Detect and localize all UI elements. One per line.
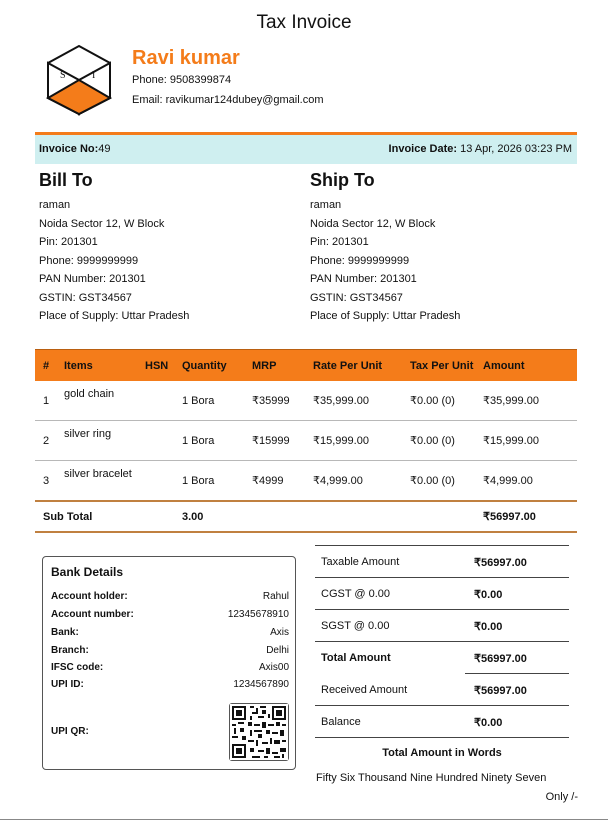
table-cell: ₹0.00 (0) xyxy=(402,461,475,502)
logo-letter-right: I xyxy=(92,70,96,81)
subtotal-spacer xyxy=(244,501,475,532)
table-cell: 2 xyxy=(35,421,56,461)
bill-to-line: GSTIN: GST34567 xyxy=(39,292,132,304)
totals-label: Received Amount xyxy=(321,684,408,696)
column-header: Quantity xyxy=(174,350,244,382)
qr-code-icon xyxy=(230,704,288,760)
logo-letter-left: S xyxy=(60,70,66,81)
ship-to-title: Ship To xyxy=(310,170,375,190)
company-phone: Phone: 9508399874 xyxy=(132,74,232,86)
subtotal-row xyxy=(35,501,577,532)
bank-label: Account number: xyxy=(51,609,134,620)
amount-in-words: Fifty Six Thousand Nine Hundred Ninety Seven xyxy=(316,772,547,784)
column-header: Amount xyxy=(475,350,577,382)
totals-row xyxy=(315,705,569,737)
totals-value: ₹0.00 xyxy=(474,621,503,633)
invoice-number-label: Invoice No: xyxy=(39,143,99,155)
ship-to-line: Pin: 201301 xyxy=(310,236,369,248)
bank-details-title: Bank Details xyxy=(51,565,124,579)
ship-to-line: PAN Number: 201301 xyxy=(310,273,417,285)
bill-to-title: Bill To xyxy=(39,170,93,190)
table-row xyxy=(35,381,577,421)
bank-label: Account holder: xyxy=(51,591,128,602)
totals-row xyxy=(315,673,569,705)
totals-row xyxy=(315,577,569,609)
bill-to-line: Phone: 9999999999 xyxy=(39,255,139,267)
totals-divider xyxy=(315,737,569,738)
table-cell xyxy=(137,381,174,421)
amount-in-words-suffix: Only /- xyxy=(545,791,578,803)
table-cell: ₹15,999.00 xyxy=(305,421,402,461)
totals-label: CGST @ 0.00 xyxy=(321,588,391,600)
subtotal-label: Sub Total xyxy=(35,501,174,532)
ship-to-line: Noida Sector 12, W Block xyxy=(310,218,436,230)
table-cell: ₹15999 xyxy=(244,421,305,461)
table-cell: ₹0.00 (0) xyxy=(402,421,475,461)
totals-row xyxy=(315,545,569,577)
bank-label: UPI ID: xyxy=(51,679,84,690)
bank-value: Delhi xyxy=(266,645,289,656)
bank-label: Bank: xyxy=(51,627,79,638)
table-cell: gold chain xyxy=(56,381,137,421)
table-cell: silver ring xyxy=(56,421,137,461)
invoice-number xyxy=(39,143,111,155)
bank-label: IFSC code: xyxy=(51,662,104,673)
ship-to-line: Place of Supply: Uttar Pradesh xyxy=(310,310,461,322)
upi-qr-label: UPI QR: xyxy=(51,726,89,737)
table-cell: ₹0.00 (0) xyxy=(402,381,475,421)
totals-value: ₹56997.00 xyxy=(474,685,527,697)
table-cell: ₹4,999.00 xyxy=(475,461,577,502)
totals-row xyxy=(315,609,569,641)
ship-to-line: raman xyxy=(310,199,342,211)
totals-label: Total Amount xyxy=(321,652,391,664)
table-cell: ₹35,999.00 xyxy=(305,381,402,421)
bank-value: Axis00 xyxy=(258,662,289,673)
table-cell: silver bracelet xyxy=(56,461,137,502)
page-title: Tax Invoice xyxy=(256,12,352,33)
totals-label: Taxable Amount xyxy=(321,556,400,568)
invoice-date-label: Invoice Date: xyxy=(388,143,458,155)
invoice-number-value: 49 xyxy=(98,143,111,155)
table-cell: 1 Bora xyxy=(174,461,244,502)
subtotal-quantity: 3.00 xyxy=(174,501,244,532)
totals-label: Balance xyxy=(321,716,361,728)
company-logo xyxy=(46,44,112,116)
table-cell: 3 xyxy=(35,461,56,502)
bank-label: Branch: xyxy=(51,645,89,656)
table-cell: ₹15,999.00 xyxy=(475,421,577,461)
table-cell: ₹4999 xyxy=(244,461,305,502)
table-cell: 1 Bora xyxy=(174,381,244,421)
bank-value: Rahul xyxy=(262,591,289,602)
subtotal-amount: ₹56997.00 xyxy=(475,501,577,532)
table-row xyxy=(35,461,577,502)
invoice-date xyxy=(389,143,572,155)
upi-qr-code xyxy=(229,703,289,761)
bill-to-line: Pin: 201301 xyxy=(39,236,98,248)
column-header: # xyxy=(35,350,56,382)
totals-value: ₹56997.00 xyxy=(474,653,527,665)
invoice-date-value: 13 Apr, 2026 03:23 PM xyxy=(457,143,572,155)
table-cell: ₹4,999.00 xyxy=(305,461,402,502)
table-row xyxy=(35,421,577,461)
amount-in-words-title: Total Amount in Words xyxy=(382,747,502,759)
table-cell: ₹35999 xyxy=(244,381,305,421)
totals-value: ₹56997.00 xyxy=(474,557,527,569)
bank-value: 1234567890 xyxy=(233,679,289,690)
table-header-row xyxy=(35,350,577,382)
bank-value: Axis xyxy=(270,627,289,638)
column-header: Items xyxy=(56,350,137,382)
column-header: Rate Per Unit xyxy=(305,350,402,382)
bank-value: 12345678910 xyxy=(227,609,289,620)
totals-label: SGST @ 0.00 xyxy=(321,620,390,632)
table-cell: 1 Bora xyxy=(174,421,244,461)
bill-to-line: raman xyxy=(39,199,71,211)
column-header: MRP xyxy=(244,350,305,382)
items-table xyxy=(35,349,577,533)
company-name: Ravi kumar xyxy=(132,47,240,69)
bill-to-line: Place of Supply: Uttar Pradesh xyxy=(39,310,190,322)
table-cell xyxy=(137,421,174,461)
table-cell xyxy=(137,461,174,502)
totals-value: ₹0.00 xyxy=(474,589,503,601)
bill-to-line: Noida Sector 12, W Block xyxy=(39,218,165,230)
ship-to-line: Phone: 9999999999 xyxy=(310,255,410,267)
bill-to-line: PAN Number: 201301 xyxy=(39,273,146,285)
column-header: HSN xyxy=(137,350,174,382)
column-header: Tax Per Unit xyxy=(402,350,475,382)
ship-to-line: GSTIN: GST34567 xyxy=(310,292,403,304)
table-cell: ₹35,999.00 xyxy=(475,381,577,421)
totals-row xyxy=(315,641,569,673)
company-email: Email: ravikumar124dubey@gmail.com xyxy=(132,94,324,106)
page-bottom-divider xyxy=(0,819,608,820)
table-cell: 1 xyxy=(35,381,56,421)
totals-value: ₹0.00 xyxy=(474,717,503,729)
bank-details-box xyxy=(42,556,296,770)
